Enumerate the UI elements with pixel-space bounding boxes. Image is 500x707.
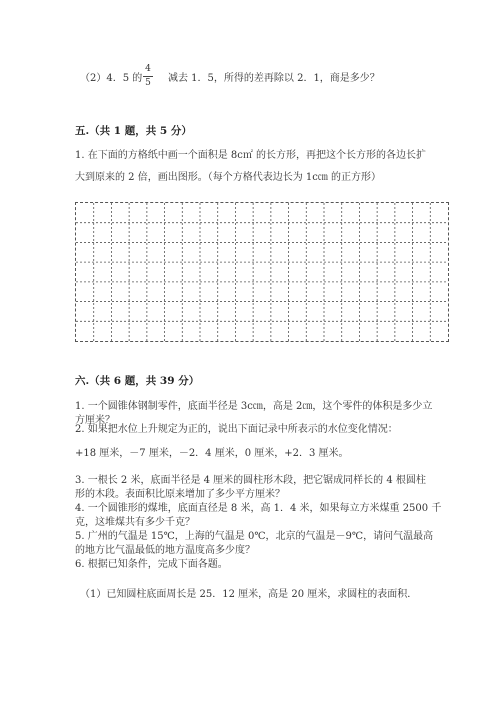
section-6-q2-line1: 2. 如果把水位上升规定为正的，说出下面记录中所表示的水位变化情况：	[75, 424, 398, 435]
q2-suffix: 减去 1．5，所得的差再除以 2．1，商是多少？	[168, 73, 380, 84]
fraction-denominator: 5	[145, 78, 151, 88]
section-6-q5-line1: 5. 广州的气温是 15℃，上海的气温是 0℃，北京的气温是－9℃，请问气温最高	[75, 531, 434, 542]
section-6-q3-line2: 形的木段。表面积比原来增加了多少平方厘米？	[75, 489, 285, 500]
section-6-q2-line2: +18 厘米，－7 厘米，－2．4 厘米，0 厘米，+2．3 厘米。	[75, 448, 349, 459]
section-6-q4-line1: 4. 一个圆锥形的煤堆，底面直径是 8 米，高 1．4 米，如果每立方米煤重 2500 千	[75, 503, 442, 514]
q2-prefix: （2）4．5 的	[80, 73, 143, 84]
section-6-q6-sub1: （1）已知圆柱底面周长是 25．12 厘米，高是 20 厘米，求圆柱的表面积．	[80, 589, 418, 600]
section-6-q1-line2: 方厘米？	[75, 415, 115, 426]
grid-lines	[76, 203, 448, 341]
fraction-numerator: 4	[145, 64, 151, 74]
section-5-title: 五.（共 1 题，共 5 分）	[75, 125, 192, 137]
q2-fraction	[143, 64, 153, 89]
section-6-q1-line1: 1. 一个圆锥体钢制零件，底面半径是 3c㎝，高是 2㎝，这个零件的体积是多少立	[75, 401, 433, 412]
section-5-q1-line1: 1. 在下面的方格纸中画一个面积是 8c㎡ 的长方形，再把这个长方形的各边长扩	[75, 150, 427, 161]
section-6-q5-line2: 的地方比气温最低的地方温度高多少度？	[75, 545, 255, 556]
section-6-q3-line1: 3. 一根长 2 米，底面半径是 4 厘米的圆柱形木段，把它锯成同样长的 4 根圆柱	[75, 475, 426, 486]
section-5-q1-line2: 大到原来的 2 倍，画出图形。（每个方格代表边长为 1c㎝ 的正方形）	[75, 172, 382, 183]
fraction-bar	[143, 76, 153, 77]
square-grid	[75, 202, 449, 342]
section-6-q4-line2: 克，这堆煤共有多少千克？	[75, 517, 195, 528]
section-6-q6-line1: 6. 根据已知条件，完成下面各题。	[75, 559, 228, 570]
section-6-title: 六.（共 6 题，共 39 分）	[75, 375, 200, 387]
